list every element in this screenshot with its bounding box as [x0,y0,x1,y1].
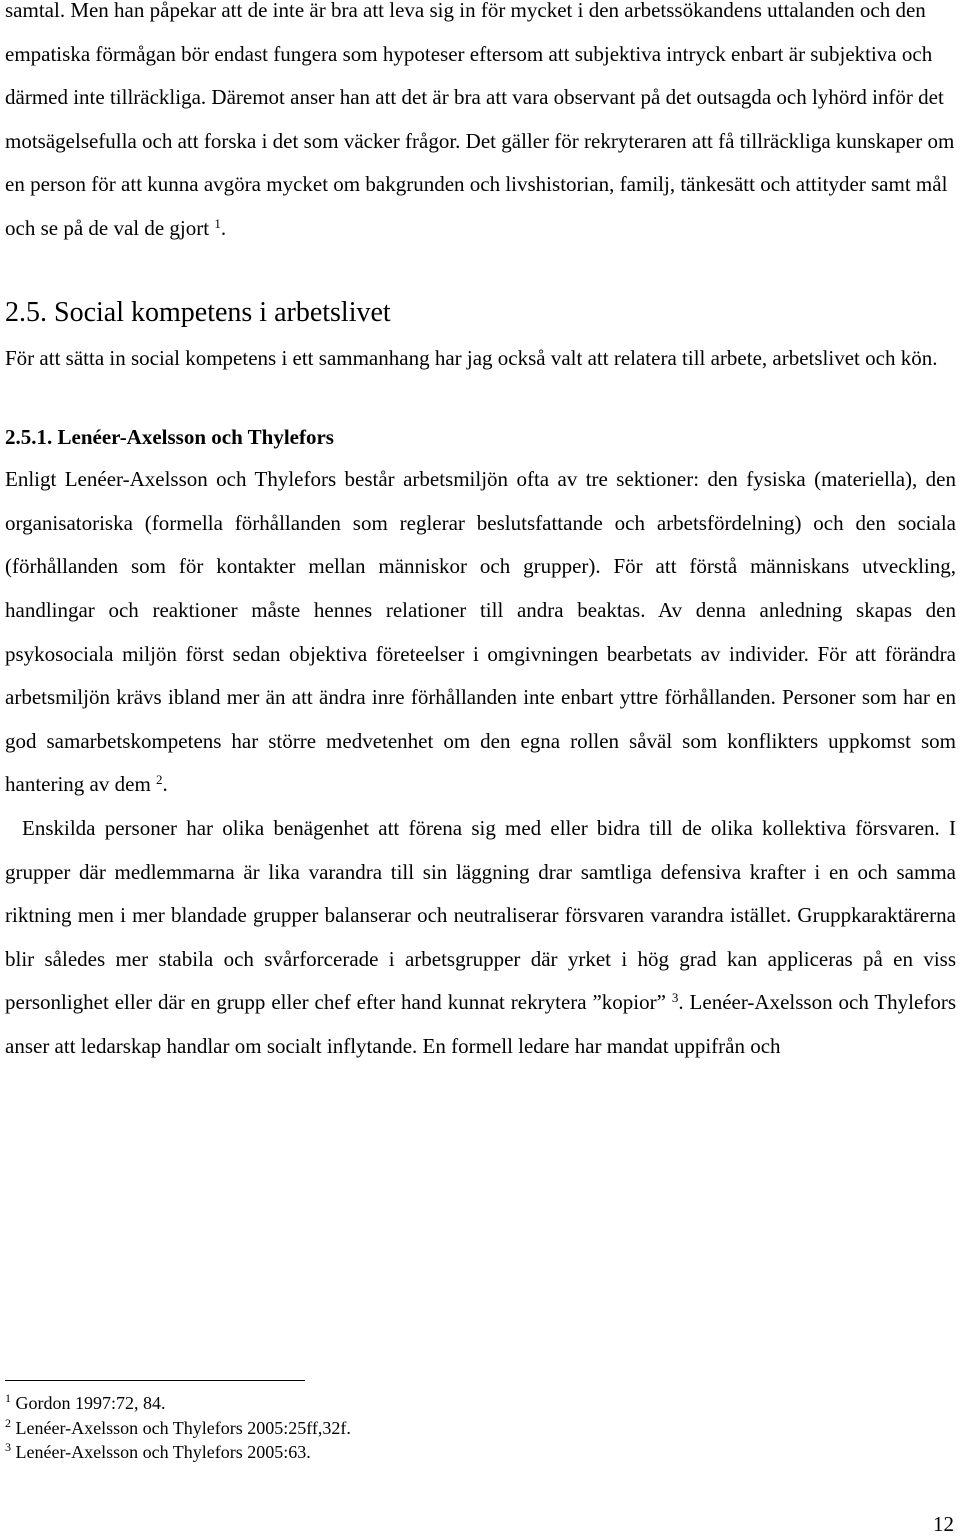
footnote-text: Lenéer-Axelsson och Thylefors 2005:25ff,32f. [15,1417,351,1438]
subsection-heading: 2.5.1. Lenéer-Axelsson och Thylefors [5,425,334,450]
footnote-text: Lenéer-Axelsson och Thylefors 2005:63. [15,1442,311,1462]
footnote-separator [5,1380,305,1381]
footnote [5,1440,905,1465]
paragraph-4-continued: . Lenéer-Axelsson och Thylefors anser att ledarskap handlar om socialt inflytande. En formell ledare har mandat uppifrån och [5,990,956,1058]
footnote-number: 2 [5,1415,11,1430]
footnote-ref-2: 2 [156,772,163,788]
paragraph-2 [5,337,956,381]
footnote-text: Gordon 1997:72, 84. [15,1393,166,1413]
footnote-number: 3 [5,1439,11,1454]
footnotes [5,1391,905,1465]
paragraph-1-text: samtal. Men han påpekar att de inte är bra att leva sig in för mycket i den arbetssökandens uttalanden och den empatiska förmågan bör endast fungera som hypoteser eftersom att subjektiva intryck enbart är subjektiva och därmed inte tillräckliga. Däremot anser han att det är bra att vara observant på det outsagda och lyhörd inför det motsägelsefulla och att forska i det som väcker frågor. Det gäller för rekryteraren att få tillräckliga kunskaper om en person för att kunna avgöra mycket om bakgrunden och livshistorian, familj, tänkesätt och attityder samt mål och se på de val de gjort [5,0,955,240]
footnote [5,1416,905,1441]
document-page [5,0,956,1068]
paragraph-1-end: . [220,215,227,240]
paragraph-4 [5,807,956,1069]
paragraph-3 [5,458,956,807]
paragraph-1 [5,0,956,251]
paragraph-3-end: . [162,772,168,797]
section-heading: 2.5. Social kompetens i arbetslivet [5,296,391,328]
page-number: 12 [933,1512,954,1536]
footnote-ref-3: 3 [671,990,679,1006]
footnote-ref-1: 1 [214,215,221,231]
footnote-number: 1 [5,1390,11,1405]
paragraph-3-text: Enligt Lenéer-Axelsson och Thylefors består arbetsmiljön ofta av tre sektioner: den fysiska (materiella), den organisatoriska (formella förhållanden som reglerar beslutsfattande och arbetsfördelning) och den sociala (förhållanden som för kontakter mellan människor och grupper). För att förstå människans utveckling, handlingar och reaktioner måste hennes relationer till andra beaktas. Av denna anledning skapas den psykosociala miljön först sedan objektiva företeelser i omgivningen bearbetats av individer. För att förändra arbetsmiljön krävs ibland mer än att ändra inre förhållanden inte enbart yttre förhållanden. Personer som har en god samarbetskompetens har större medvetenhet om den egna rollen såväl som konflikters uppkomst som hantering av dem [5,467,956,797]
paragraph-2-text: För att sätta in social kompetens i ett sammanhang har jag också valt att relatera till arbete, arbetslivet och kön. [5,345,938,370]
footnote [5,1391,905,1416]
paragraph-4-text: Enskilda personer har olika benägenhet att förena sig med eller bidra till de olika kollektiva försvaren. I grupper där medlemmarna är lika varandra till sin läggning drar samtliga defensiva krafter i en och samma riktning men i mer blandade grupper balanserar och neutraliserar försvaren varandra istället. Gruppkaraktärerna blir således mer stabila och svårforcerade i arbetsgrupper där yrket i hög grad kan appliceras på en viss personlighet eller där en grupp eller chef efter hand kunnat rekrytera ”kopior” [5,815,956,1015]
